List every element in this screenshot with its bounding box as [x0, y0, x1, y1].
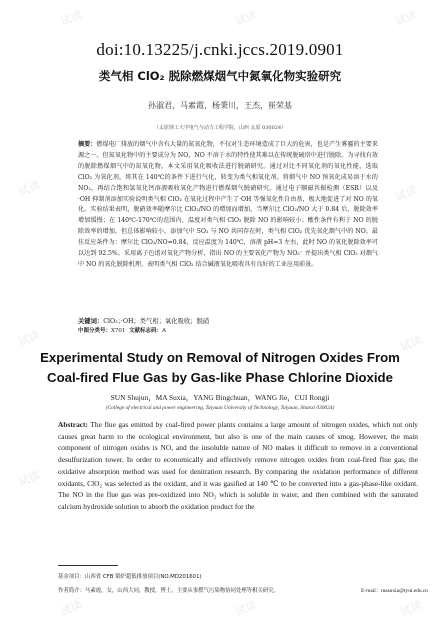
- doi-header: doi:10.13225/j.cnki.jccs.2019.0901: [96, 40, 344, 59]
- classification-line: [78, 326, 378, 334]
- footnote-author: [58, 586, 428, 594]
- footnote-fund: 基金项目：山西省 CFB 锅炉超低排放项目(NO.MD201601): [58, 574, 202, 580]
- footnote-author-text: 作者简介：马素霞，女，山西大同，教授，博士，主要从事燃气污染物协同处理等相关研究。: [58, 588, 280, 594]
- chinese-authors: 孙淑君，马素霞，杨秉川，王杰，崔荣基: [148, 101, 292, 110]
- chinese-affiliation: （太原理工大学电气与动力工程学院，山西 太原 030024）: [153, 125, 287, 131]
- class-number-value: X701: [111, 328, 126, 334]
- doc-id-value: A: [161, 328, 166, 334]
- watermark: 试读: [398, 333, 424, 354]
- footnote-divider: [58, 565, 118, 566]
- chinese-title: 类气相 ClO₂ 脱除燃煤烟气中氮氧化物实验研究: [98, 69, 342, 83]
- chinese-abstract-text: 燃煤电厂排放的烟气中含有大量的氮氧化物，不仅对生态环境造成了巨大的危害，也是产生雾霾的主要来源之一。但氮氧化物中的主要成分为 NO，NO 不溶于水的特性使其难以在传统脱硫塔中进行脱除。为寻找有效的脱除燃煤烟气中的氮氧化物，本文采用氧化吸收法进行脱硝研究。通过对比不同氧化剂的氧化性能，选取 ClO₂ 为氧化剂，将其在 140℃的条件下进行气化，转变为类气相氧化剂。将烟气中 NO 预氧化成易溶于水的 NO₂，再结合饱和氢氧化钙溶液吸收氧化产物进行燃煤烟气脱硝研究。通过电子顺磁共振检测（ESR）以及·OH 抑制剂添加实验说明类气相 ClO₂ 在氧化过程中产生了·OH 等强氧化性自由基，极大地促进了对 NO 的氧化。实验结果表明，脱硝效率随摩尔比 ClO₂/NO 的增加而增加，当摩尔比 ClO₂/NO 大于 0.84 后，脱除效率增加缓慢；在 140℃-170℃的范围内，温度对类气相 ClO₂ 脱除 NO 的影响较小；酸性条件有利于 NO 的脱除效率的增加，但总体影响较小，添加气中 SO₂ 与 NO 共同存在时，类气相 ClO₂ 优先氧化烟气中的 NO。最佳反应条件为：摩尔比 ClO₂/NO=0.84，反应温度为 140℃，溶液 pH=3 左右，此时 NO 的氧化脱除效率可以达到 92.5%。采用离子色谱对氧化产物分析，指出 NO 的主要氧化产物为 NO₃⁻ 并提出类气相 ClO₂ 对烟气中 NO 的氧化脱除机理，表明类气相 ClO₂ 结合碱液氧化吸收具有良好的工业应用前景。: [78, 141, 379, 268]
- class-number-label: 中图分类号：: [78, 328, 112, 334]
- english-authors: SUN Shujun，MA Suxia，YANG Bingchuan，WANG Jie，CUI Rongji: [110, 393, 330, 402]
- english-abstract-label: Abstract:: [58, 420, 88, 429]
- watermark: 试读: [393, 183, 419, 204]
- english-abstract-text: The flue gas emitted by coal-fired power plants contains a large amount of nitrogen oxides, which not only causes great harm to the ecological environment, but also is one of the main causes of smog. However, the main component of nitrogen oxides is NO, and the insoluble nature of NO makes it difficult to remove in a conventional desulfurization tower. In order to economically and effectively remove nitrogen oxides from coal-fired flue gas, the oxidative absorption method was used for denitration research. By comparing the oxidation performance of different oxidants, ClO₂ was selected as the oxidant, and it was gasified at 140 ℃ to be converted into a gas-phase-like oxidant. The NO in the flue gas was pre-oxidized into NO₂ which is soluble in water, and then combined with the saturated calcium hydroxide solution to absorb the oxidation product for the: [58, 420, 418, 511]
- watermark: 试读: [16, 178, 42, 199]
- watermark: 试读: [233, 8, 259, 29]
- english-abstract: [58, 419, 418, 513]
- chinese-keywords: [78, 316, 378, 325]
- watermark: 试读: [398, 598, 424, 619]
- chinese-abstract: [78, 140, 378, 271]
- watermark: 试读: [393, 8, 419, 29]
- watermark: 试读: [58, 598, 84, 619]
- chinese-keywords-text: ClO₂；·OH；类气相；氧化吸收；脱硝: [103, 318, 210, 325]
- watermark: 试读: [233, 598, 259, 619]
- english-affiliation: (College of electrical and power engineering, Taiyuan University of Technology, Taiyuan, Shanxi 030024): [105, 405, 335, 411]
- chinese-keywords-label: 关键词：: [78, 318, 104, 325]
- doc-id-label: 文献标志码：: [128, 328, 162, 334]
- watermark: 试读: [16, 468, 42, 489]
- footnote-email: E-mail：masuxia@tyut.edu.cn: [361, 588, 428, 594]
- english-title-line-2: Coal-fired Flue Gas by Gas-like Phase Chlorine Dioxide: [47, 370, 393, 385]
- chinese-abstract-label: 摘要：: [78, 141, 97, 148]
- watermark: 试读: [58, 8, 84, 29]
- watermark: 试读: [16, 328, 42, 349]
- english-title-line-1: Experimental Study on Removal of Nitrogen Oxides From: [40, 350, 400, 365]
